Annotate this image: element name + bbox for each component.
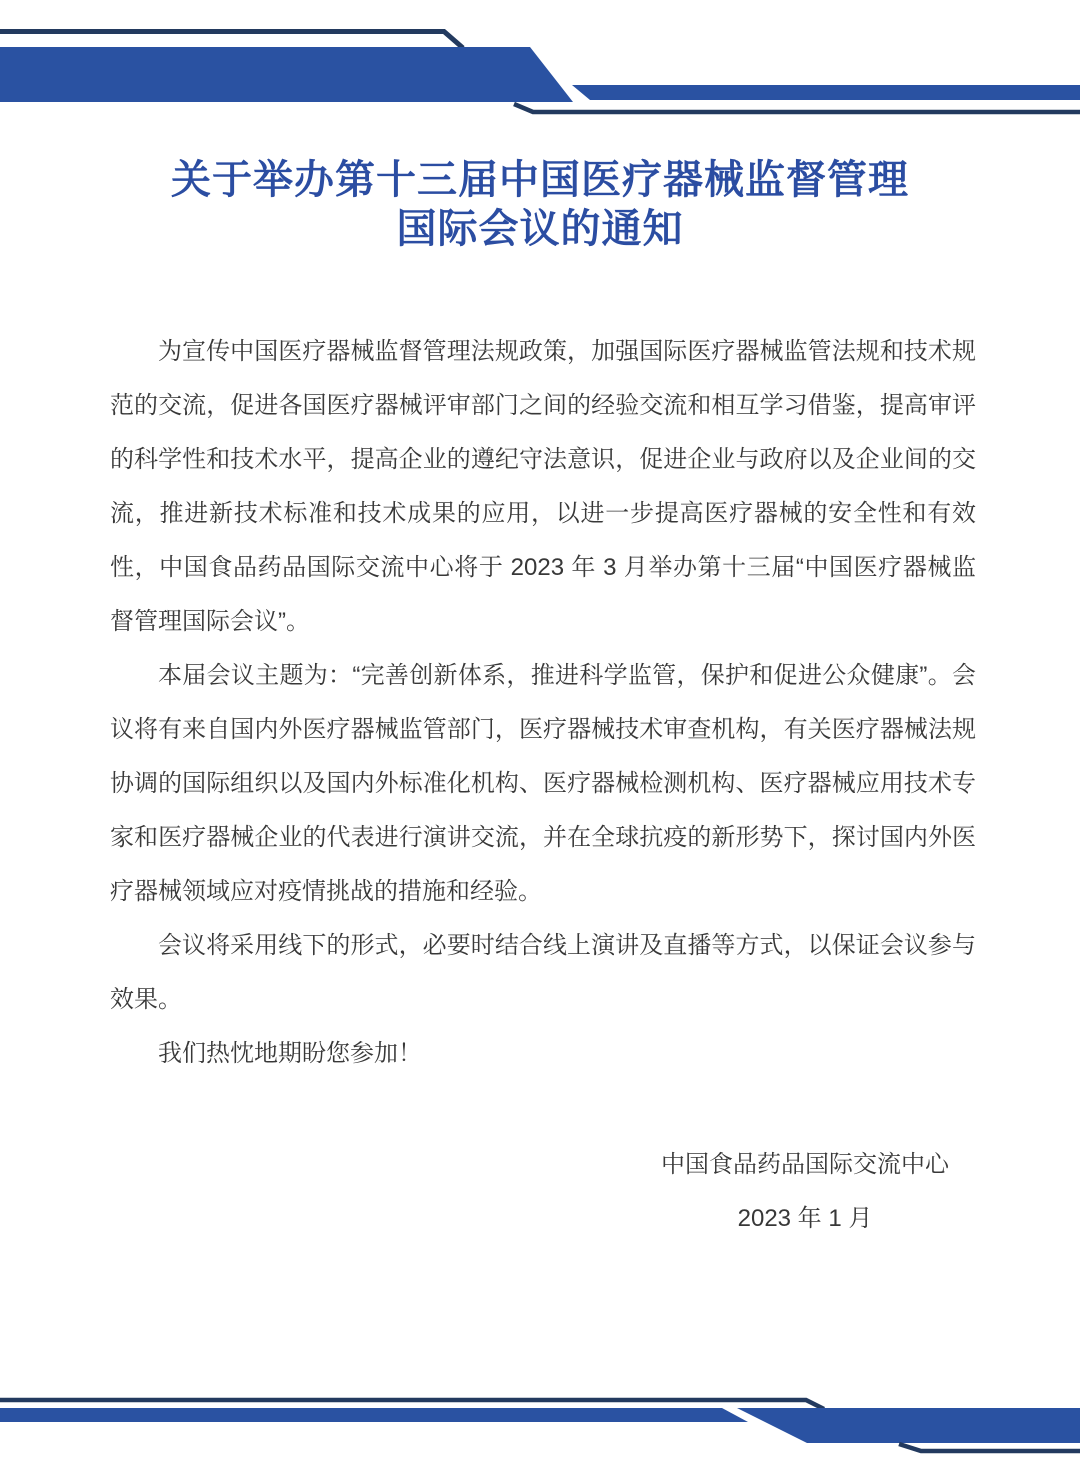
- footer-banner-decoration: [0, 1396, 1080, 1466]
- notice-paragraph-4: 我们热忱地期盼您参加！: [158, 1040, 422, 1067]
- header-banner-decoration: [0, 0, 1080, 130]
- notice-title: [0, 156, 1080, 254]
- notice-paragraph-3: 会议将采用线下的形式，必要时结合线上演讲及直播等方式，以保证会议参与效果。: [110, 932, 976, 1013]
- footer-main-parallelogram: [737, 1408, 1080, 1443]
- notice-title-line-1: 关于举办第十三届中国医疗器械监督管理: [171, 158, 909, 202]
- notice-body: [110, 325, 976, 1081]
- header-main-parallelogram: [0, 47, 573, 102]
- notice-paragraph-1: 为宣传中国医疗器械监督管理法规政策，加强国际医疗器械监管法规和技术规范的交流，促进各国医疗器械评审部门之间的经验交流和相互学习借鉴，提高审评的科学性和技术水平，提高企业的遵纪守法意识，促进企业与政府以及企业间的交流，推进新技术标准和技术成果的应用，以进一步提高医疗器械的安全性和有效性，中国食品药品国际交流中心将于 2023 年 3 月举办第十三届“中国医疗器械监督管理国际会议”。: [110, 338, 976, 635]
- header-thin-line-left: [0, 32, 463, 49]
- notice-title-line-2: 国际会议的通知: [396, 207, 684, 251]
- notice-paragraph-2: 本届会议主题为：“完善创新体系，推进科学监管，保护和促进公众健康”。会议将有来自国内外医疗器械监管部门，医疗器械技术审查机构，有关医疗器械法规协调的国际组织以及国内外标准化机构、医疗器械检测机构、医疗器械应用技术专家和医疗器械企业的代表进行演讲交流，并在全球抗疫的新形势下，探讨国内外医疗器械领域应对疫情挑战的措施和经验。: [110, 662, 976, 905]
- signature-organization: 中国食品药品国际交流中心: [661, 1151, 949, 1178]
- footer-thin-line-right: [899, 1444, 1080, 1451]
- signature-block: [530, 1138, 1080, 1246]
- signature-date: 2023 年 1 月: [737, 1205, 873, 1232]
- footer-left-bar: [0, 1408, 748, 1422]
- footer-thin-line-left: [0, 1400, 824, 1409]
- header-right-bar: [572, 85, 1080, 100]
- header-thin-line-right: [514, 104, 1080, 112]
